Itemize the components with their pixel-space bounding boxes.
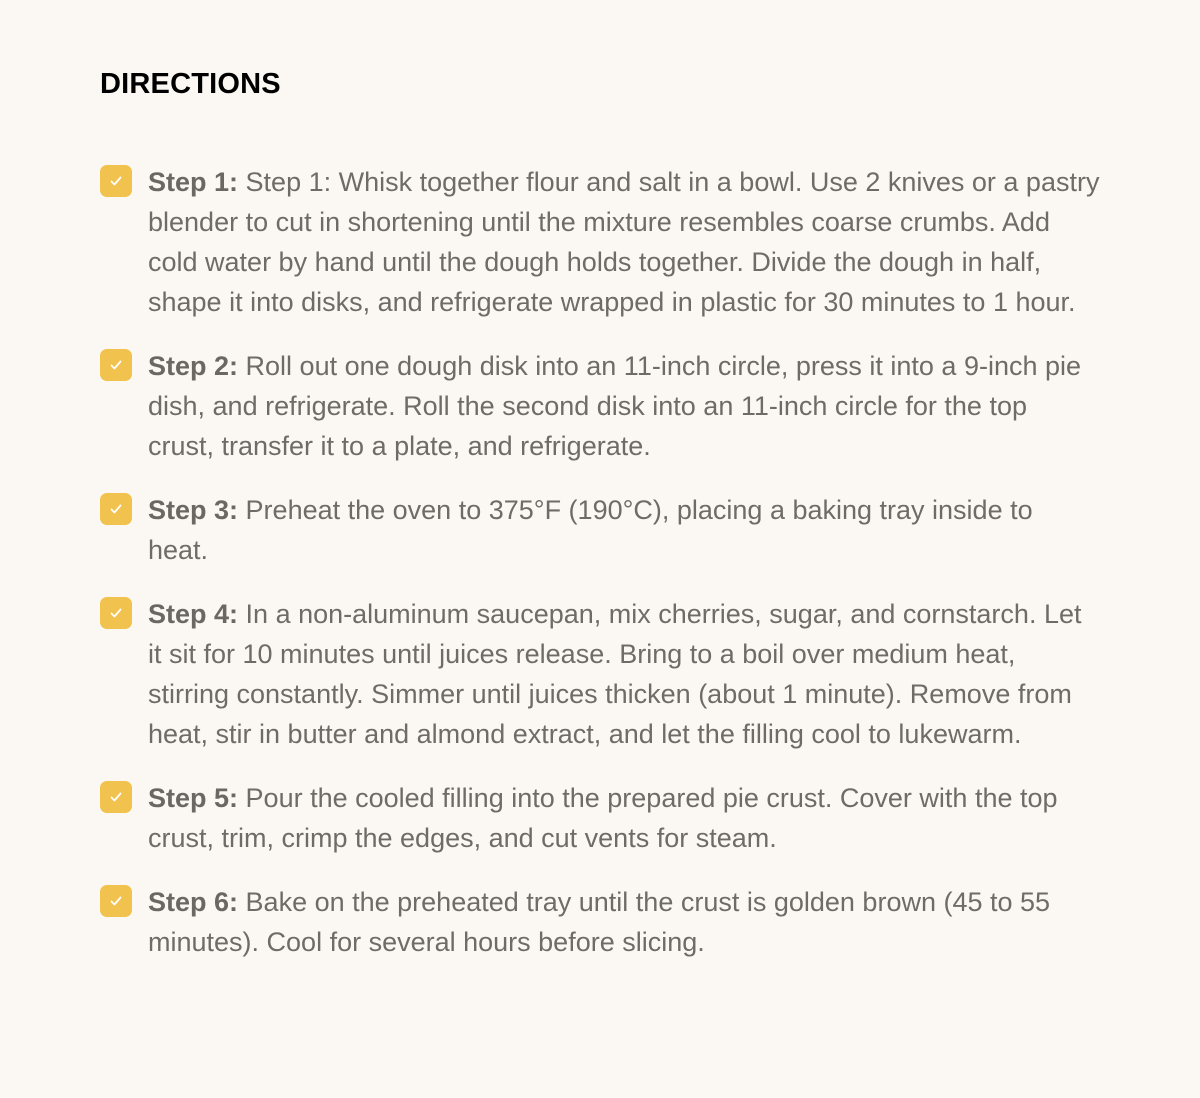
step-description: Roll out one dough disk into an 11-inch circle, press it into a 9-inch pie dish, and refrigerate. Roll the second disk into an 11-inch circle for the top crust, transfer it to a plate, and refrigerate. bbox=[148, 351, 1082, 461]
checkmark-icon bbox=[108, 501, 124, 517]
step-description: In a non-aluminum saucepan, mix cherries, sugar, and cornstarch. Let it sit for 10 minutes until juices release. Bring to a boil over medium heat, stirring constantly. Simmer until juices thicken (about 1 minute). Remove from heat, stir in butter and almond extract, and let the filling cool to lukewarm. bbox=[148, 599, 1082, 749]
step-item bbox=[100, 162, 1100, 322]
step-checkbox[interactable] bbox=[100, 597, 132, 629]
checkmark-icon bbox=[108, 173, 124, 189]
step-checkbox[interactable] bbox=[100, 165, 132, 197]
checkmark-icon bbox=[108, 893, 124, 909]
step-description: Step 1: Whisk together flour and salt in a bowl. Use 2 knives or a pastry blender to cut in shortening until the mixture resembles coarse crumbs. Add cold water by hand until the dough holds together. Divide the dough in half, shape it into disks, and refrigerate wrapped in plastic for 30 minutes to 1 hour. bbox=[148, 167, 1100, 317]
step-item bbox=[100, 490, 1100, 570]
checkmark-icon bbox=[108, 605, 124, 621]
step-item bbox=[100, 778, 1100, 858]
step-checkbox[interactable] bbox=[100, 349, 132, 381]
step-text bbox=[148, 346, 1100, 466]
step-label: Step 3: bbox=[148, 495, 239, 525]
section-title: DIRECTIONS bbox=[100, 68, 281, 100]
step-label: Step 4: bbox=[148, 599, 239, 629]
step-checkbox[interactable] bbox=[100, 885, 132, 917]
step-label: Step 6: bbox=[148, 887, 239, 917]
step-description: Pour the cooled filling into the prepared pie crust. Cover with the top crust, trim, crimp the edges, and cut vents for steam. bbox=[148, 783, 1058, 853]
checkmark-icon bbox=[108, 357, 124, 373]
step-text bbox=[148, 594, 1100, 754]
step-text bbox=[148, 882, 1100, 962]
step-checkbox[interactable] bbox=[100, 781, 132, 813]
step-description: Preheat the oven to 375°F (190°C), placing a baking tray inside to heat. bbox=[148, 495, 1033, 565]
step-label: Step 5: bbox=[148, 783, 239, 813]
step-text bbox=[148, 490, 1100, 570]
step-text bbox=[148, 778, 1100, 858]
step-item bbox=[100, 346, 1100, 466]
step-item bbox=[100, 882, 1100, 962]
checkmark-icon bbox=[108, 789, 124, 805]
steps-list bbox=[100, 162, 1100, 962]
step-item bbox=[100, 594, 1100, 754]
step-label: Step 1: bbox=[148, 167, 239, 197]
step-description: Bake on the preheated tray until the crust is golden brown (45 to 55 minutes). Cool for several hours before slicing. bbox=[148, 887, 1051, 957]
step-text bbox=[148, 162, 1100, 322]
step-label: Step 2: bbox=[148, 351, 239, 381]
step-checkbox[interactable] bbox=[100, 493, 132, 525]
